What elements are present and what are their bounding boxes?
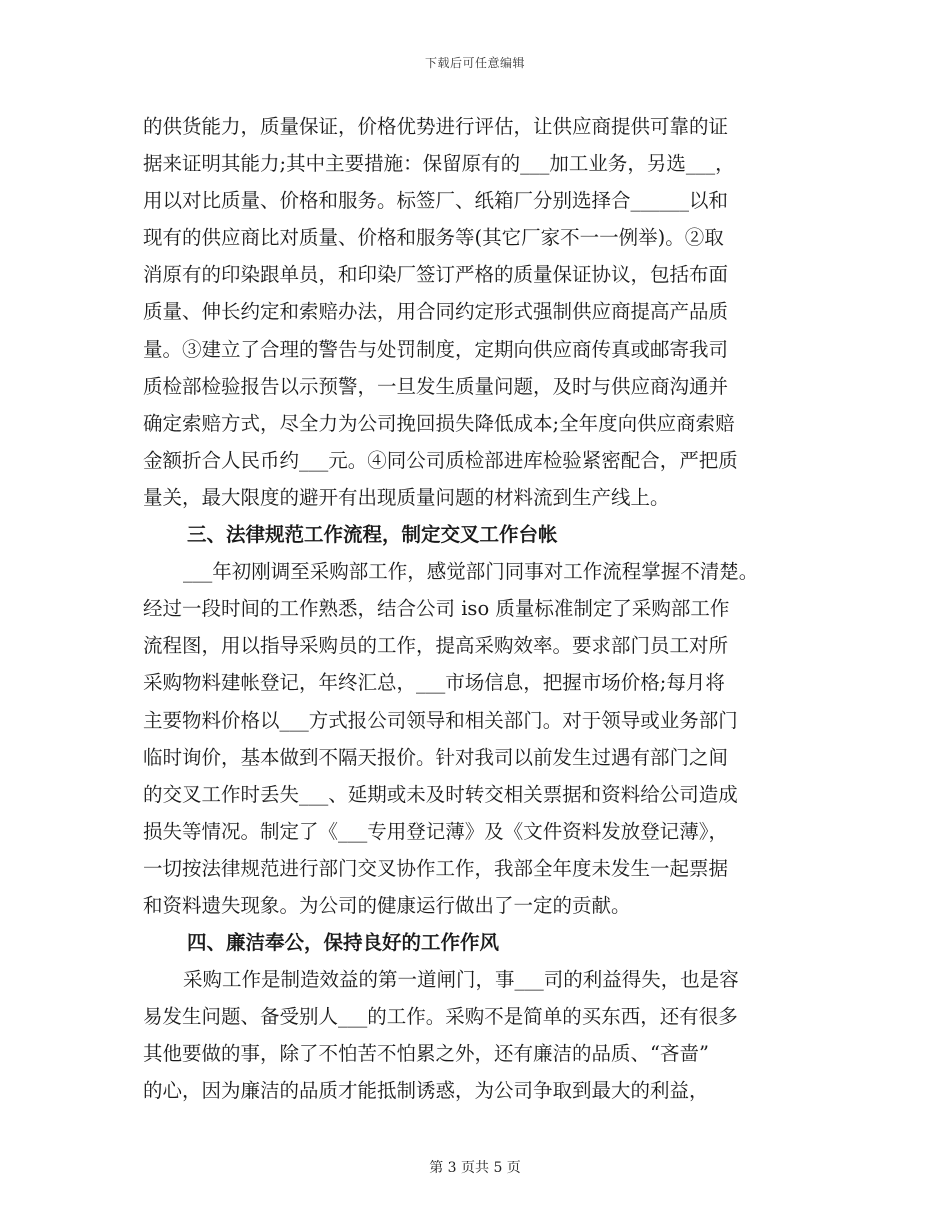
paragraph-line: 量关，最大限度的避开有出现质量问题的材料流到生产线上。 [143, 485, 670, 509]
page-header: 下载后可任意编辑 [424, 56, 525, 70]
paragraph-line: 质量、伸长约定和索赔办法，用合同约定形式强制供应商提高产品质 [143, 300, 729, 324]
paragraph-line: 经过一段时间的工作熟悉，结合公司 iso 质量标准制定了采购部工作 [143, 597, 730, 621]
paragraph-line: 的交叉工作时丢失___、延期或未及时转交相关票据和资料给公司造成 [143, 782, 738, 806]
paragraph-line: 损失等情况。制定了《___专用登记薄》及《文件资料发放登记薄》， [143, 819, 729, 843]
paragraph-line: 采购工作是制造效益的第一道闸门，事___司的利益得失，也是容 [183, 968, 739, 992]
paragraph-line: 消原有的印染跟单员，和印染厂签订严格的质量保证协议，包括布面 [143, 263, 729, 287]
paragraph-line: 主要物料价格以___方式报公司领导和相关部门。对于领导或业务部门 [143, 708, 738, 732]
section-heading-3: 三、法律规范工作流程，制定交叉工作台帐 [187, 523, 558, 547]
page-footer: 第 3 页共 5 页 [429, 1160, 521, 1176]
paragraph-line: 一切按法律规范进行部门交叉协作工作，我部全年度未发生一起票据 [143, 856, 729, 880]
paragraph-line: 质检部检验报告以示预警，一旦发生质量问题，及时与供应商沟通并 [143, 374, 729, 398]
paragraph-line: 确定索赔方式，尽全力为公司挽回损失降低成本;全年度向供应商索赔 [143, 411, 735, 435]
document-body [143, 108, 818, 1110]
paragraph-line: 临时询价，基本做到不隔天报价。针对我司以前发生过遇有部门之间 [143, 745, 729, 769]
paragraph-line: 的供货能力，质量保证，价格优势进行评估，让供应商提供可靠的证 [143, 115, 729, 138]
paragraph-line: 用以对比质量、价格和服务。标签厂、纸箱厂分别选择合______以和 [143, 189, 729, 213]
paragraph-line: 流程图，用以指导采购员的工作，提高采购效率。要求部门员工对所 [143, 634, 729, 658]
paragraph-line: 金额折合人民币约___元。④同公司质检部进库检验紧密配合，严把质 [143, 448, 738, 472]
section-heading-4: 四、廉洁奉公，保持良好的工作作风 [187, 931, 500, 955]
paragraph-line: 采购物料建帐登记，年终汇总，___市场信息，把握市场价格;每月将 [143, 671, 725, 695]
paragraph-line: 其他要做的事，除了不怕苦不怕累之外，还有廉洁的品质、“吝啬” [143, 1042, 709, 1066]
paragraph-line: 现有的供应商比对质量、价格和服务等(其它厂家不一一例举)。②取 [143, 226, 724, 250]
paragraph-line: 的心，因为廉洁的品质才能抵制诱惑，为公司争取到最大的利益， [143, 1079, 709, 1103]
paragraph-line: 易发生问题、备受别人___的工作。采购不是简单的买东西，还有很多 [143, 1005, 738, 1029]
paragraph-line: 和资料遗失现象。为公司的健康运行做出了一定的贡献。 [143, 893, 631, 917]
paragraph-line: 量。③建立了合理的警告与处罚制度，定期向供应商传真或邮寄我司 [143, 337, 729, 361]
paragraph-line: 据来证明其能力;其中主要措施：保留原有的___加工业务，另选___， [143, 152, 735, 176]
paragraph-line: ___年初刚调至采购部工作，感觉部门同事对工作流程掌握不清楚。 [183, 560, 759, 584]
